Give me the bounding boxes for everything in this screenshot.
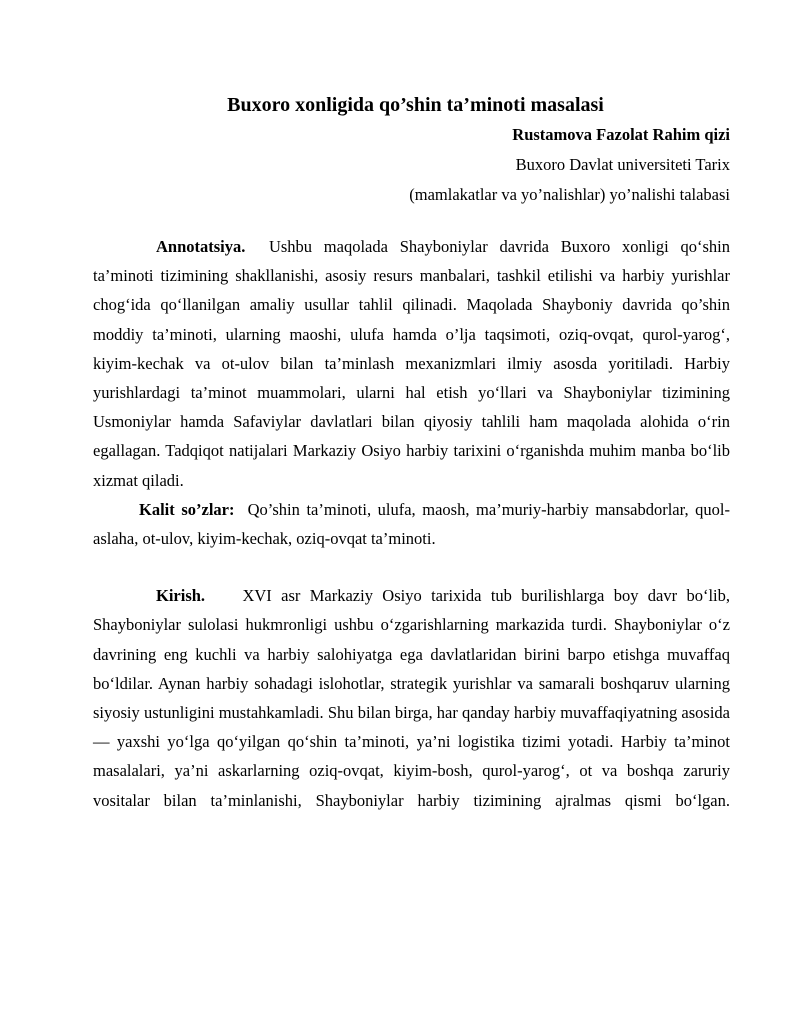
annotation-text: Ushbu maqolada Shayboniylar davrida Buxoro xonligi qo‘shin ta’minoti tizimining shakllanishi, asosiy resurs manbalari, tashkil etilishi va harbiy yurishlar chog‘ida qo‘llanilgan amaliy usullar tahlil qilinadi. Maqolada Shayboniy davrida qo’shin moddiy ta’minoti, ularning maoshi, ulufa hamda o’lja taqsimoti, oziq-ovqat, qurol-yarog‘, kiyim-kechak va ot-ulov bilan ta’minlash mexanizmlari ilmiy asosda yoritiladi. Harbiy yurishlardagi ta’minot muammolari, ularni hal etish yo‘llari va Shayboniylar tizimining Usmoniylar hamda Safaviylar davlatlari bilan qiyosiy tahlili ham maqolada alohida o‘rin egallagan. Tadqiqot natijalari Markaziy Osiyo harbiy tarixini o‘rganishda muhim manba bo‘lib xizmat qiladi. — [93, 237, 730, 490]
annotation-label: Annotatsiya. — [156, 237, 246, 256]
affiliation-line-1: Buxoro Davlat universiteti Tarix — [515, 155, 730, 174]
keywords-label: Kalit so’zlar: — [139, 499, 235, 519]
introduction-text: XVI asr Markaziy Osiyo tarixida tub burilishlarga boy davr bo‘lib, Shayboniylar sulolasi hukmronligi ushbu o‘zgarishlarning markazida turdi. Shayboniylar o‘z davrining eng kuchli va harbiy salohiyatga ega davlatlaridan birini barpo etishga muvaffaq bo‘ldilar. Aynan harbiy sohadagi islohotlar, strategik yurishlar va samarali boshqaruv ularning siyosiy ustunligini mustahkamladi. Shu bilan birga, har qanday harbiy muvaffaqiyatning asosida — yaxshi yo‘lga qo‘yilgan qo‘shin ta’minoti, ya’ni logistika tizimi yotadi. Harbiy ta’minot masalalari, ya’ni askarlarning oziq-ovqat, kiyim-bosh, qurol-yarog‘, ot va boshqa zaruriy vositalar bilan ta’minlanishi, Shayboniylar harbiy tizimining ajralmas qismi bo‘lgan. — [93, 586, 731, 810]
introduction-paragraph — [93, 581, 730, 815]
article-title: Buxoro xonligida qo’shin ta’minoti masalasi — [227, 94, 604, 116]
author-block — [93, 120, 730, 210]
author-name: Rustamova Fazolat Rahim qizi — [512, 125, 730, 144]
introduction-label: Kirish. — [156, 586, 206, 606]
annotation-paragraph — [93, 232, 730, 495]
keywords-paragraph — [93, 495, 730, 553]
affiliation-line-2: (mamlakatlar va yo’nalishlar) yo’nalishi talabasi — [409, 185, 730, 204]
keywords-text: Qo’shin ta’minoti, ulufa, maosh, ma’muriy-harbiy mansabdorlar, quol-aslaha, ot-ulov, kiyim-kechak, oziq-ovqat ta’minoti. — [93, 499, 730, 549]
